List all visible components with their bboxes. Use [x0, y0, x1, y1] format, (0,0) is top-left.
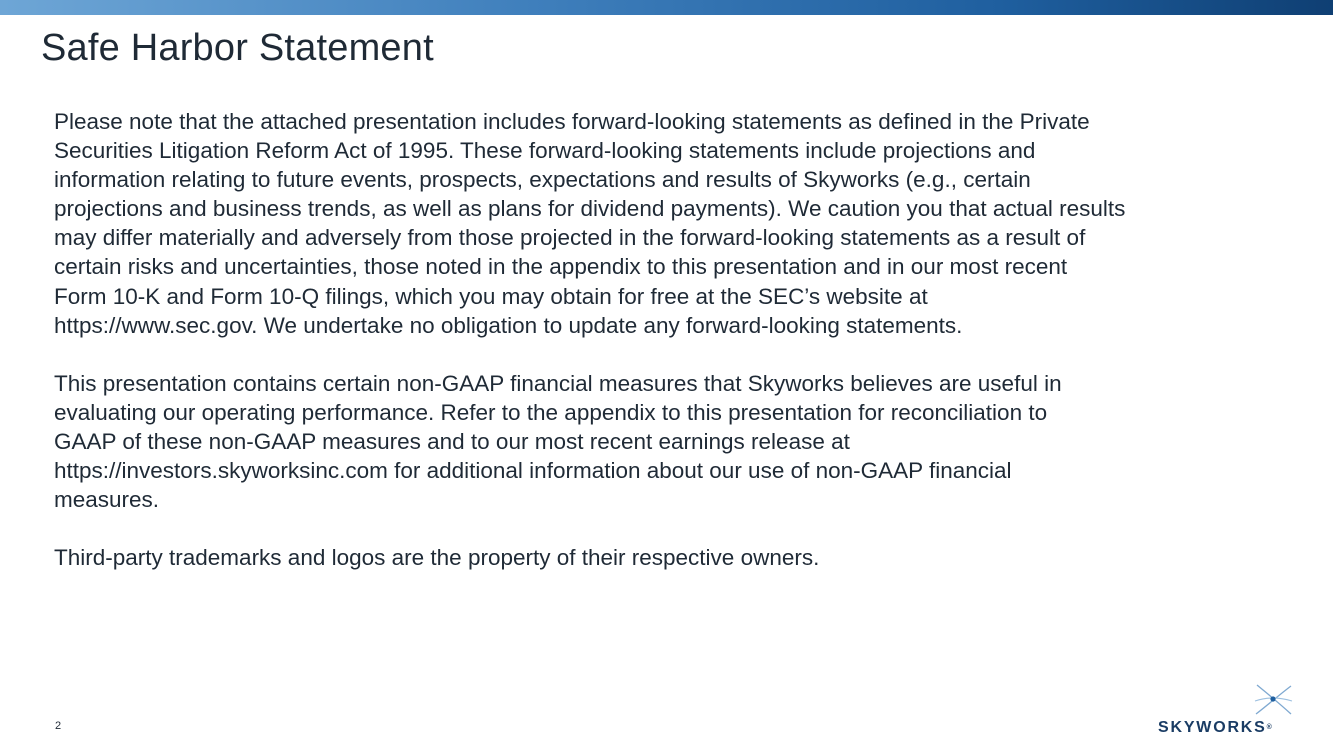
page-title: Safe Harbor Statement: [41, 27, 434, 69]
trademarks-paragraph: Third-party trademarks and logos are the property of their respective owners.: [54, 545, 820, 571]
slide-body: [54, 107, 1304, 601]
skyworks-logo: [1158, 681, 1293, 739]
page-number: 2: [55, 720, 62, 732]
skyworks-logo-mark-icon: [1253, 683, 1293, 717]
registered-mark: ®: [1266, 724, 1272, 731]
logo-text: SKYWORKS: [1158, 719, 1267, 736]
forward-looking-paragraph: Please note that the attached presentation includes forward-looking statements as defined in the Private Securities Litigation Reform Act of 1995. These forward-looking statements include projections and information relating to future events, prospects, expectations and results of Skyworks (e.g., certain projections and business trends, as well as plans for dividend payments). We caution you that actual results may differ materially and adversely from those projected in the forward-looking statements as a result of certain risks and uncertainties, those noted in the appendix to this presentation and in our most recent Form 10-K and Form 10-Q filings, which you may obtain for free at the SEC’s website at https://www.sec.gov. We undertake no obligation to update any forward-looking statements.: [54, 109, 1126, 338]
non-gaap-paragraph: This presentation contains certain non-GAAP financial measures that Skyworks believes are useful in evaluating our operating performance. Refer to the appendix to this presentation for reconciliation to GAAP of these non-GAAP measures and to our most recent earnings release at https://investors.skyworksinc.com for additional information about our use of non-GAAP financial measures.: [54, 370, 1062, 513]
top-accent-bar: [0, 0, 1333, 15]
skyworks-wordmark: [1158, 719, 1272, 737]
